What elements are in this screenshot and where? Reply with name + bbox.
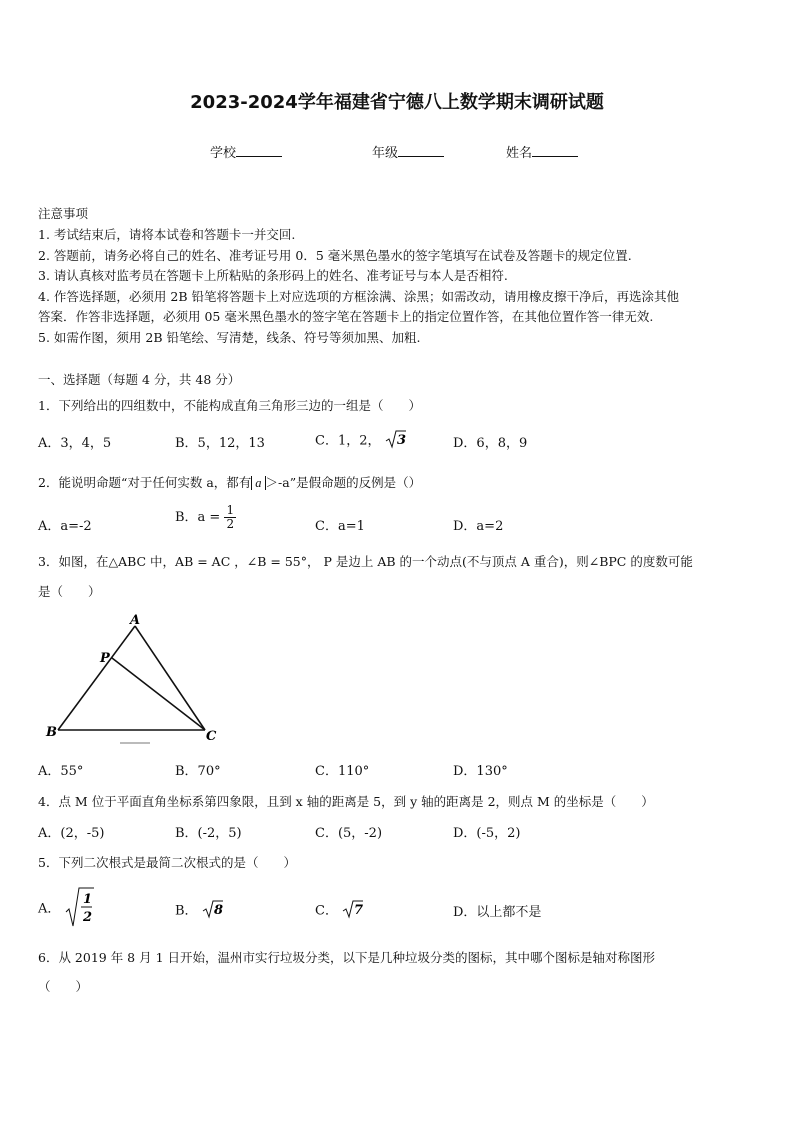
q5-b-radicand: 8: [213, 903, 223, 918]
sqrt-frac-icon: [65, 886, 95, 928]
q2-abs-a: a: [251, 476, 265, 490]
q4-stem: 4．点 M 位于平面直角坐标系第四象限，且到 x 轴的距离是 5，到 y 轴的距离是 2，则点 M 的坐标是（ ）: [38, 794, 654, 809]
note-item: 5. 如需作图，须用 2B 铅笔绘、写清楚，线条、符号等须加黑、加粗.: [38, 330, 421, 345]
q1-option-c[interactable]: [315, 429, 407, 453]
q2-stem: [38, 473, 421, 491]
q2-stem-pre: 2．能说明命题“对于任何实数 a，都有: [38, 475, 252, 490]
note-item: 1. 考试结束后，请将本试卷和答题卡一并交回.: [38, 227, 296, 242]
q6-stem-line1: 6．从 2019 年 8 月 1 日开始，温州市实行垃圾分类，以下是几种垃圾分类的图标，其中哪个图标是轴对称图形: [38, 950, 656, 965]
name-field: [506, 142, 578, 161]
q6-stem-line2: （ ）: [38, 979, 89, 994]
sqrt-icon: [385, 429, 407, 449]
grade-field: [372, 142, 444, 161]
sqrt-symbol: [385, 429, 407, 453]
notes-heading: 注意事项: [38, 206, 89, 221]
note-item: 3. 请认真核对监考员在答题卡上所粘贴的条形码上的姓名、准考证号与本人是否相符.: [38, 268, 508, 283]
q5-a-num: 1: [82, 892, 92, 907]
q3-stem-line2: 是（ ）: [38, 584, 101, 599]
q4-option-a[interactable]: A．(2，-5): [38, 826, 105, 841]
grade-label: 年级: [372, 146, 399, 161]
q5-option-c[interactable]: [315, 899, 364, 923]
q2-fraction-num: 1: [226, 503, 235, 517]
q2-stem-post: ＞-a”是假命题的反例是（）: [265, 475, 422, 490]
q2-option-a[interactable]: A．a=-2: [38, 519, 92, 534]
school-field: [210, 142, 282, 161]
note-item: 答案．作答非选择题，必须用 05 毫米黑色墨水的签字笔在答题卡上的指定位置作答，在其他位置作答一律无效.: [38, 309, 654, 324]
triangle-figure: [40, 612, 230, 752]
section-heading: 一、选择题（每题 4 分，共 48 分）: [38, 372, 241, 387]
q4-option-c[interactable]: C．(5，-2): [315, 826, 383, 841]
q1-option-a[interactable]: A．3，4，5: [38, 436, 112, 451]
q5-option-d[interactable]: D．以上都不是: [453, 905, 542, 920]
q5-a-den: 2: [82, 910, 92, 925]
q3-option-b[interactable]: B．70°: [175, 764, 221, 779]
sqrt-icon: [202, 899, 224, 919]
q2-option-c[interactable]: C．a=1: [315, 519, 365, 534]
name-label: 姓名: [506, 146, 533, 161]
q3-option-c[interactable]: C．110°: [315, 764, 370, 779]
label-p: P: [100, 651, 110, 666]
q3-option-d[interactable]: D．130°: [453, 764, 508, 779]
side-ac: [135, 626, 205, 730]
page-title: 2023-2024学年福建省宁德八上数学期末调研试题: [190, 92, 604, 113]
q2-option-b-prefix: B．a =: [175, 510, 221, 525]
side-ab: [58, 626, 135, 730]
sqrt-symbol: [202, 899, 224, 923]
grade-blank[interactable]: [398, 144, 444, 157]
q2-fraction: [224, 504, 236, 531]
label-c: C: [206, 729, 217, 744]
q5-option-b[interactable]: [175, 899, 224, 923]
name-blank[interactable]: [532, 144, 578, 157]
q5-c-radicand: 7: [354, 903, 364, 918]
q1-option-c-prefix: C．1，2，: [315, 433, 381, 449]
q3-stem-line1: 3．如图，在△ABC 中，AB = AC ，∠B = 55°， P 是边上 AB 的一个动点(不与顶点 A 重合)，则∠BPC 的度数可能: [38, 554, 693, 569]
q5-option-a-prefix: A．: [38, 901, 61, 917]
q5-option-c-prefix: C．: [315, 903, 338, 919]
q2-fraction-den: 2: [226, 517, 235, 531]
q5-option-a[interactable]: [38, 886, 95, 928]
q4-option-d[interactable]: D．(-5，2): [453, 826, 521, 841]
q1-stem: 1．下列给出的四组数中，不能构成直角三角形三边的一组是（ ）: [38, 398, 421, 413]
sqrt-icon: [342, 899, 364, 919]
note-item: 2. 答题前，请务必将自己的姓名、准考证号用 0．5 毫米黑色墨水的签字笔填写在试卷及答题卡的规定位置.: [38, 248, 632, 263]
school-blank[interactable]: [236, 144, 282, 157]
label-b: B: [46, 725, 57, 740]
q5-option-b-prefix: B．: [175, 903, 198, 919]
segment-pc: [112, 658, 205, 730]
q1-option-b[interactable]: B．5，12，13: [175, 436, 265, 451]
q1-c-radicand: 3: [396, 433, 406, 448]
sqrt-symbol: [342, 899, 364, 923]
label-a: A: [130, 613, 141, 628]
q2-option-d[interactable]: D．a=2: [453, 519, 504, 534]
q3-option-a[interactable]: A．55°: [38, 764, 84, 779]
school-label: 学校: [210, 146, 237, 161]
q1-option-d[interactable]: D．6，8，9: [453, 436, 528, 451]
note-item: 4. 作答选择题，必须用 2B 铅笔将答题卡上对应选项的方框涂满、涂黑；如需改动，请用橡皮擦干净后，再选涂其他: [38, 289, 679, 304]
q5-stem: 5．下列二次根式是最简二次根式的是（ ）: [38, 855, 296, 870]
q2-option-b[interactable]: [175, 504, 236, 531]
q4-option-b[interactable]: B．(-2，5): [175, 826, 242, 841]
